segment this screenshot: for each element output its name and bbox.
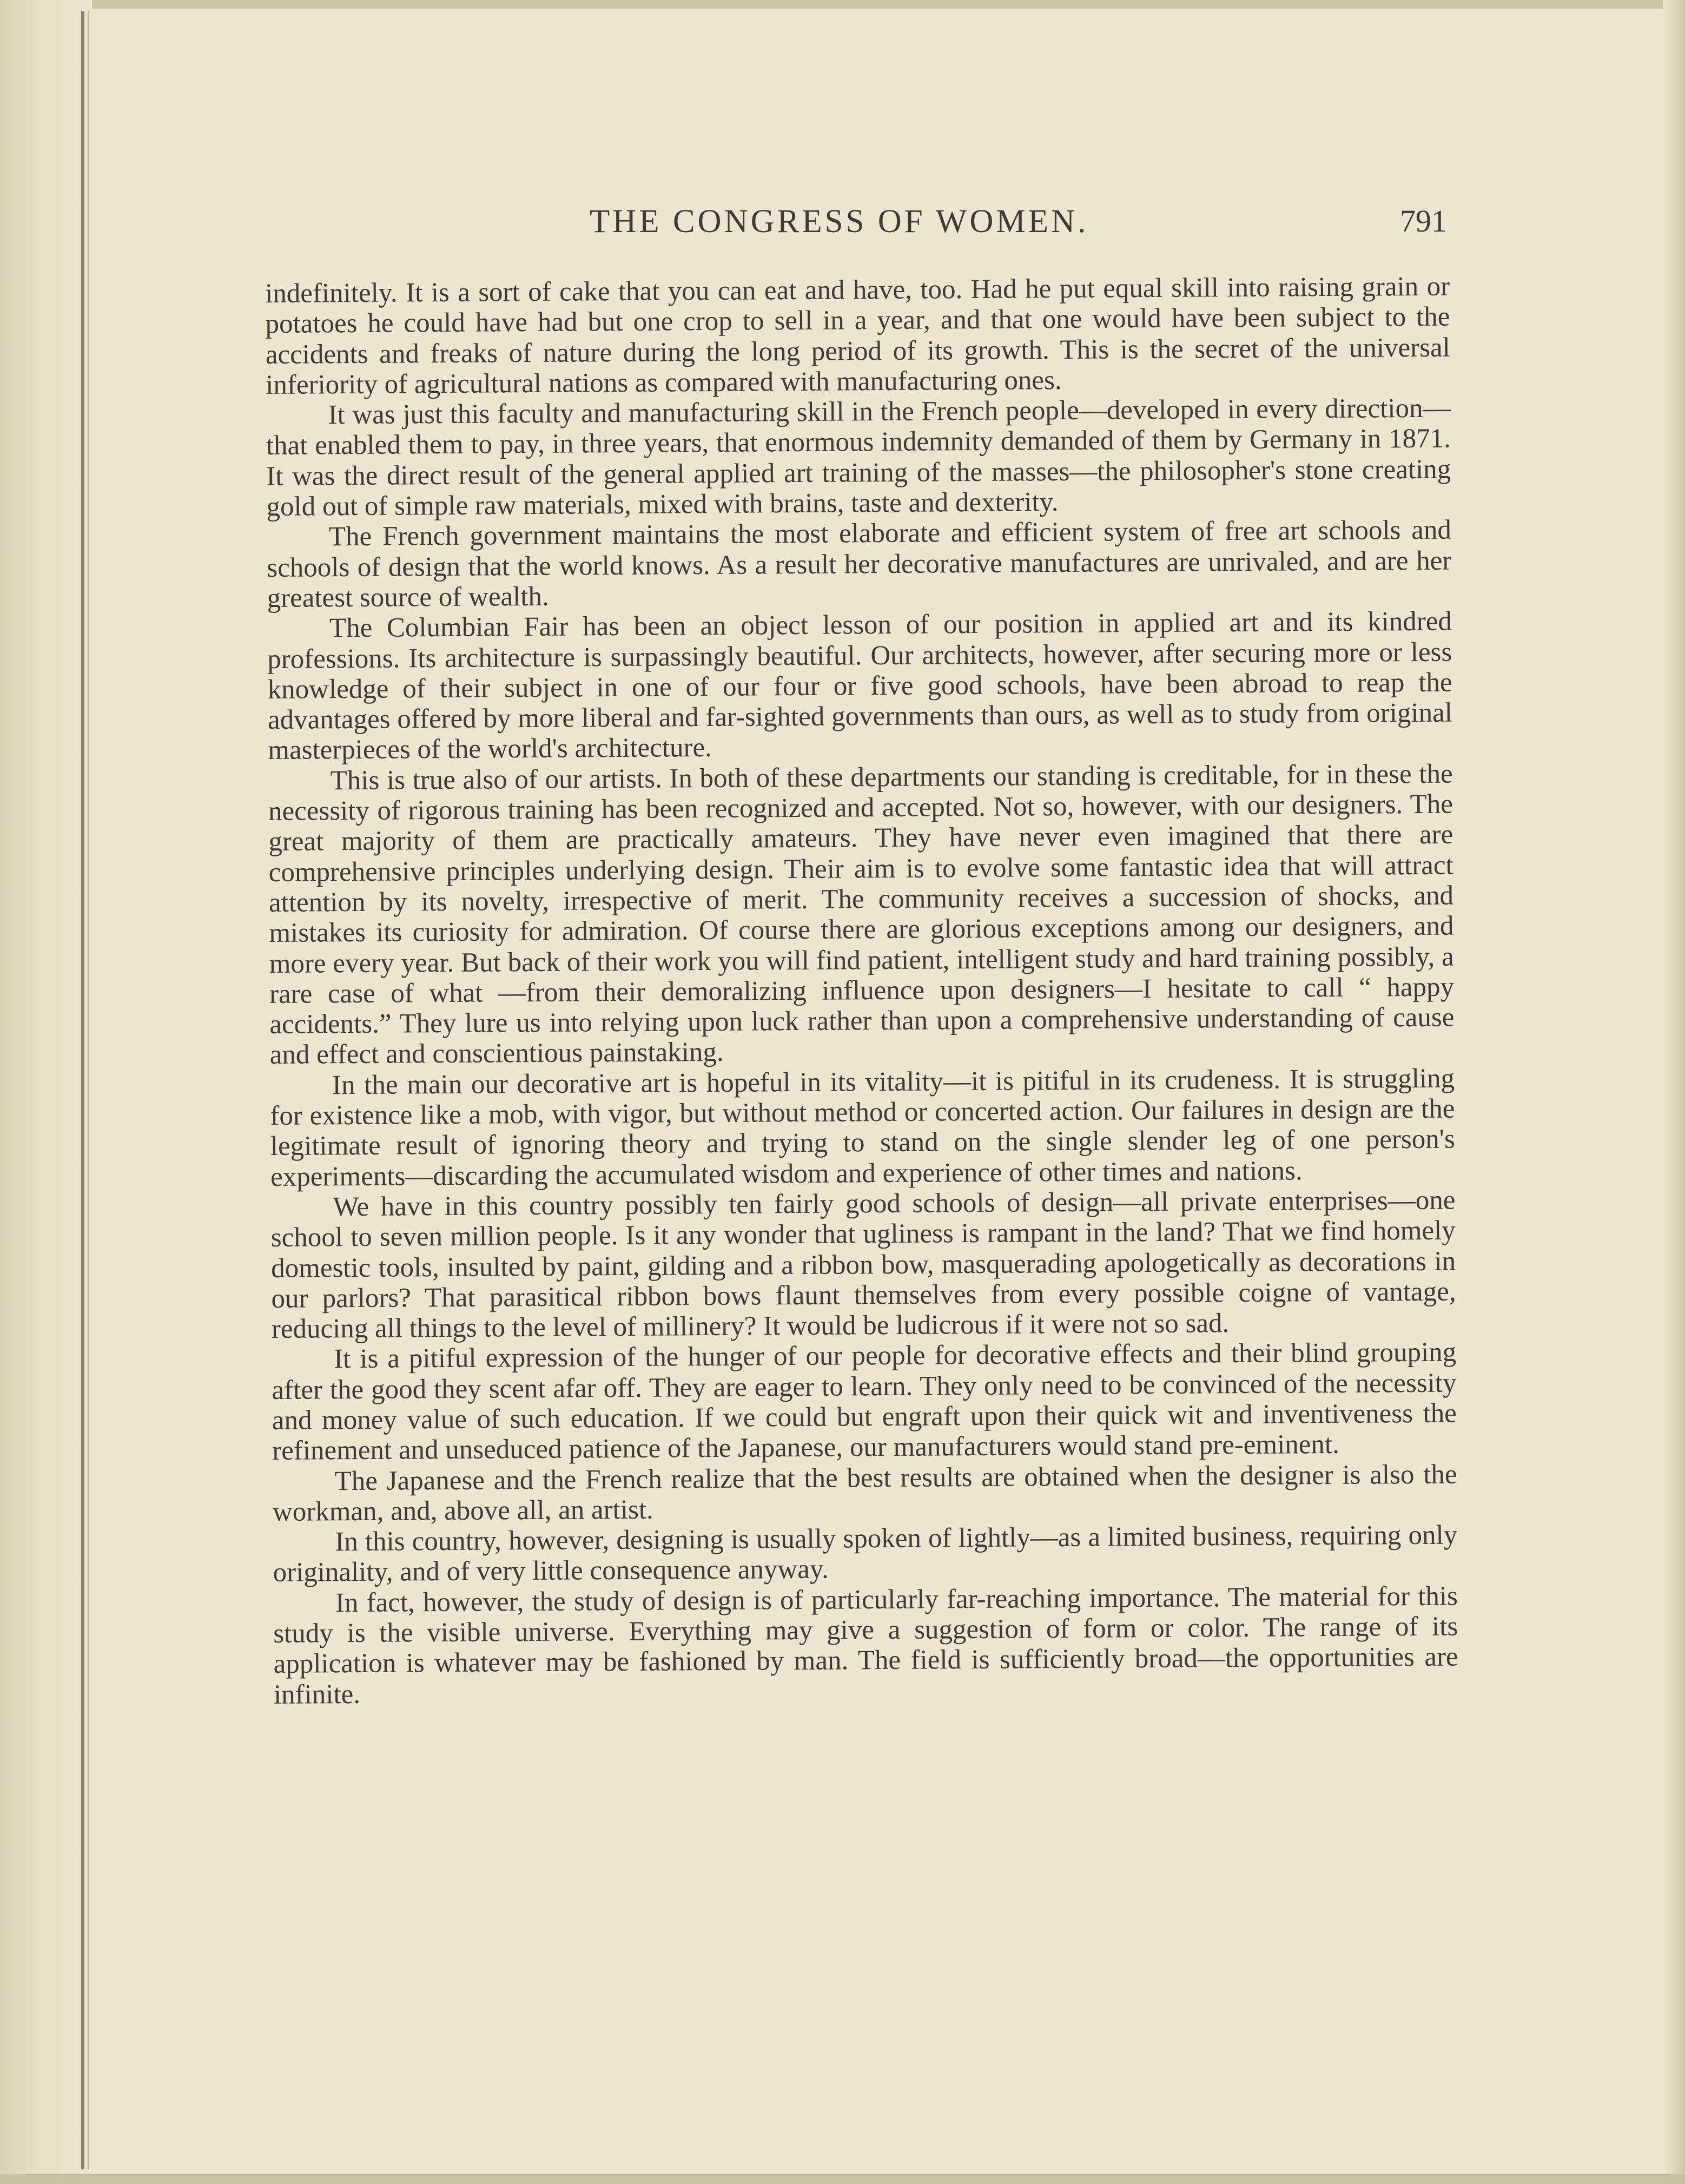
page-outer-edge xyxy=(1663,0,1685,2184)
page-bottom-edge xyxy=(0,2174,1685,2184)
paragraph: We have in this country possibly ten fairly good schools of design—all private enterprises—one school to seven million people. Is it any wonder that ugliness is rampant in the land? That we find homely domestic tools, insulted by paint, gilding and a ribbon bow, masquerading apologetically as decorations in our parlors? That parasitical ribbon bows flaunt themselves from every possible coigne of vantage, reducing all things to the level of millinery? It would be ludicrous if it were not so sad. xyxy=(270,1185,1456,1345)
paragraph: The Columbian Fair has been an object lesson of our position in applied art and its kindred professions. Its architecture is surpassingly beautiful. Our architects, however, after securing more or less knowledge of their subject in one of our four or five good schools, have been abroad to reap the advantages offered by more liberal and far-sighted governments than ours, as well as to study from original masterpieces of the world's architecture. xyxy=(267,606,1453,766)
paragraph: It is a pitiful expression of the hunger of our people for decorative effects and their blind grouping after the good they scent afar off. They are eager to learn. They only need to be convinced of the necessity and money value of such education. If we could but engraft upon their quick wit and inventiveness the refinement and unseduced patience of the Japanese, our manufacturers would stand pre-eminent. xyxy=(272,1337,1457,1467)
paragraph: The Japanese and the French realize that the best results are obtained when the designer is also the workman, and, above all, an artist. xyxy=(272,1459,1457,1527)
body-text xyxy=(265,272,1458,1710)
paragraph: indefinitely. It is a sort of cake that you can eat and have, too. Had he put equal skill into raising grain or potatoes he could have had but one crop to sell in a year, and that one would have been subject to the accidents and freaks of nature during the long period of its growth. This is the secret of the universal inferiority of agricultural nations as compared with manufacturing ones. xyxy=(265,271,1450,400)
paragraph: In the main our decorative art is hopeful in its vitality—it is pitiful in its crudeness. It is struggling for existence like a mob, with vigor, but without method or concerted action. Our failures in design are the legitimate result of ignoring theory and trying to stand on the single slender leg of one person's experiments—discarding the accumulated wisdom and experience of other times and nations. xyxy=(270,1063,1455,1192)
paragraph: In fact, however, the study of design is of particularly far-reaching importance. The material for this study is the visible universe. Everything may give a suggestion of form or color. The range of its application is whatever may be fashioned by man. The field is sufficiently broad—the opportunities are infinite. xyxy=(273,1581,1458,1710)
paragraph: It was just this faculty and manufacturing skill in the French people—developed in every direction—that enabled them to pay, in three years, that enormous indemnity demanded of them by Germany in 1871. It was the direct result of the general applied art training of the masses—the philosopher's stone creating gold out of simple raw materials, mixed with brains, taste and dexterity. xyxy=(266,393,1451,523)
running-title: THE CONGRESS OF WOMEN. xyxy=(590,203,1089,240)
paragraph: In this country, however, designing is usually spoken of lightly—as a limited business, requiring only originality, and of very little consequence anyway. xyxy=(273,1520,1458,1588)
page-top-edge xyxy=(0,0,1685,9)
paragraph: This is true also of our artists. In both of these departments our standing is creditable, for in these the necessity of rigorous training has been recognized and accepted. Not so, however, with our designers. The great majority of them are practically amateurs. They have never even imagined that there are comprehensive principles underlying design. Their aim is to evolve some fantastic idea that will attract attention by its novelty, irrespective of merit. The community receives a succession of shocks, and mistakes its curiosity for admiration. Of course there are glorious exceptions among our designers, and more every year. But back of their work you will find patient, intelligent study and hard training possibly, a rare case of what —from their demoralizing influence upon designers—I hesitate to call “ happy accidents.” They lure us into relying upon luck rather than upon a comprehensive understanding of cause and effect and conscientious painstaking. xyxy=(268,758,1455,1071)
page-number: 791 xyxy=(1400,203,1447,239)
binding-rule xyxy=(81,11,84,2169)
binding-gutter xyxy=(0,0,92,2184)
running-header xyxy=(265,203,1447,257)
binding-rule-secondary xyxy=(88,11,89,2169)
paragraph: The French government maintains the most elaborate and efficient system of free art schools and schools of design that the world knows. As a result her decorative manufactures are unrivaled, and are her greatest source of wealth. xyxy=(267,514,1452,613)
